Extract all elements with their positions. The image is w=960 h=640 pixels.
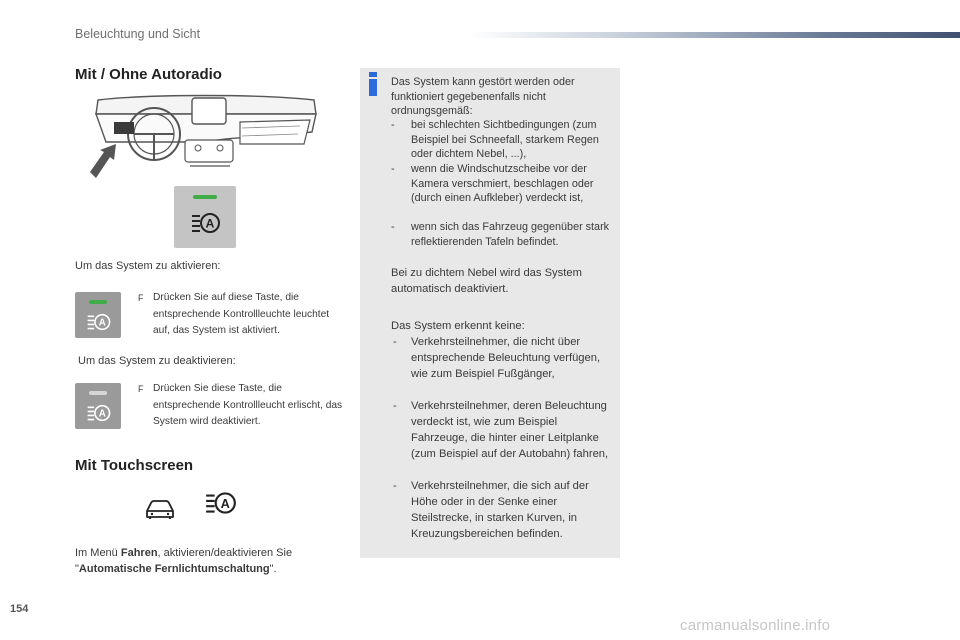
recognize-item-text: Verkehrsteilnehmer, die nicht über entsprechende Beleuchtung verfügen, wie zum Beispiel Fußgänger, bbox=[411, 336, 601, 380]
dash-marker: - bbox=[391, 163, 395, 175]
fog-note: Bei zu dichtem Nebel wird das System automatisch deaktiviert. bbox=[391, 267, 582, 295]
auto-high-beam-icon bbox=[86, 403, 112, 423]
dash-marker: - bbox=[393, 480, 397, 492]
touch-prefix: Im Menü bbox=[75, 547, 121, 559]
function-name: Automatische Fernlichtumschaltung bbox=[78, 563, 270, 575]
info-item-text: wenn die Windschutzscheibe vor der Kamera verschmiert, beschlagen oder (durch einen Aufkleber) verdeckt ist, bbox=[411, 163, 594, 204]
info-item-text: wenn sich das Fahrzeug gegenüber stark reflektierenden Tafeln befindet. bbox=[411, 221, 610, 248]
info-item-1 bbox=[391, 118, 613, 162]
activate-intro: Um das System zu aktivieren: bbox=[75, 260, 221, 272]
info-icon bbox=[367, 72, 379, 96]
activate-instruction bbox=[138, 290, 343, 340]
auto-high-beam-button-off bbox=[75, 383, 121, 429]
recognize-item-3 bbox=[393, 478, 611, 542]
auto-high-beam-button-on bbox=[75, 292, 121, 338]
recognize-item-2 bbox=[393, 398, 611, 462]
auto-high-beam-button-large bbox=[174, 186, 236, 248]
touch-suffix: ". bbox=[269, 563, 277, 575]
car-icon bbox=[144, 498, 176, 520]
page-number: 154 bbox=[10, 603, 29, 615]
recognize-intro: Das System erkennt keine: bbox=[391, 320, 525, 332]
watermark: carmanualsonline.info bbox=[680, 617, 831, 634]
auto-high-beam-icon bbox=[86, 312, 112, 332]
header-title: Beleuchtung und Sicht bbox=[75, 27, 201, 41]
deactivate-instruction bbox=[138, 381, 343, 431]
menu-name: Fahren bbox=[120, 547, 158, 559]
dash-marker: - bbox=[393, 336, 397, 348]
section-title-touchscreen: Mit Touchscreen bbox=[75, 457, 194, 474]
svg-text:A: A bbox=[220, 495, 230, 511]
activate-text: Drücken Sie auf diese Taste, die entsprechende Kontrollleuchte leuchtet auf, das System ist aktiviert. bbox=[153, 292, 330, 336]
touch-middle: , aktivieren/deaktivieren Sie " bbox=[75, 547, 293, 575]
dash-marker: - bbox=[391, 221, 395, 233]
bullet-marker: F bbox=[138, 293, 144, 303]
led-indicator-on bbox=[89, 300, 107, 304]
dashboard-illustration bbox=[90, 92, 320, 182]
svg-text:A: A bbox=[205, 216, 215, 231]
bullet-marker: F bbox=[138, 384, 144, 394]
led-indicator-off bbox=[89, 391, 107, 395]
header-bar bbox=[470, 32, 960, 38]
auto-high-beam-icon bbox=[190, 211, 222, 235]
recognize-item-1 bbox=[393, 334, 611, 382]
section-title-radio: Mit / Ohne Autoradio bbox=[75, 66, 222, 83]
touchscreen-instruction bbox=[75, 545, 345, 577]
info-intro: Das System kann gestört werden oder funktioniert gegebenenfalls nicht ordnungsgemäß: bbox=[391, 76, 575, 117]
recognize-item-text: Verkehrsteilnehmer, die sich auf der Höhe oder in der Senke einer Steilstrecke, in starken Kurven, in Kreuzungsbereichen befinden. bbox=[411, 480, 589, 540]
led-indicator bbox=[193, 195, 217, 199]
dash-marker: - bbox=[391, 119, 395, 131]
dash-marker: - bbox=[393, 400, 397, 412]
info-item-3 bbox=[391, 220, 613, 249]
info-item-2 bbox=[391, 162, 613, 206]
info-item-text: bei schlechten Sichtbedingungen (zum Beispiel bei Schneefall, starkem Regen oder dichtem Nebel, ...), bbox=[411, 119, 599, 160]
deactivate-intro: Um das System zu deaktivieren: bbox=[78, 355, 236, 367]
svg-text:A: A bbox=[98, 408, 106, 420]
svg-text:A: A bbox=[98, 317, 106, 329]
auto-high-beam-icon bbox=[204, 490, 238, 516]
deactivate-text: Drücken Sie diese Taste, die entsprechende Kontrollleucht erlischt, das System wird deaktiviert. bbox=[153, 383, 343, 427]
recognize-item-text: Verkehrsteilnehmer, deren Beleuchtung verdeckt ist, wie zum Beispiel Fahrzeuge, die hinter einer Leitplanke (zum Beispiel auf der Autobahn) fahren, bbox=[411, 400, 609, 460]
